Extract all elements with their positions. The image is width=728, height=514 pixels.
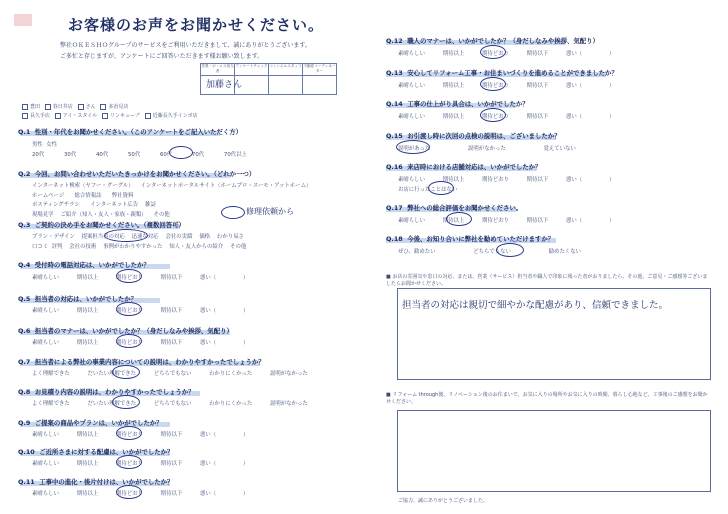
q18-options: ぜひ、勧めたい どちらでもない 勧めたくない	[398, 249, 582, 255]
stamp-header: 営業・ボ・エス担当者	[201, 64, 235, 76]
checkbox-icon[interactable]	[55, 113, 61, 119]
question-15: Q.15 お引渡し時に次回の点検の説明は、ございましたか？	[386, 132, 561, 140]
question-8: Q.8 お見積り内容の説明は、わかりやすかったでしょうか？	[18, 388, 195, 396]
corner-mark	[14, 14, 32, 26]
question-16: Q.16 来店時における店舗対応は、いかがでしたか？	[386, 163, 542, 171]
circled-answer	[112, 395, 140, 409]
stamp-header: アンケートチェック	[235, 64, 269, 76]
branch-label: 春日井店	[52, 104, 73, 110]
question-1: Q.1 性別・年代をお聞かせください。（このアンケートをご記入いただく方）	[18, 128, 243, 136]
checkbox-icon[interactable]	[45, 104, 51, 110]
branch-label: 豊田	[30, 104, 41, 110]
q4-options: 素晴らしい 期待以上 期待どおり 期待以下 悪い（ ）	[32, 275, 249, 281]
branch-label: 多治見店	[108, 104, 129, 110]
checkbox-icon[interactable]	[145, 113, 151, 119]
footer-thanks: ご協力、誠にありがとうございました。	[398, 498, 489, 504]
q15-options: 説明があった 説明がなかった 覚えていない	[398, 146, 576, 152]
stamp-cell	[303, 76, 337, 95]
comment2-box[interactable]	[397, 410, 711, 492]
page-title: お客様のお声をお聞かせください。	[68, 16, 325, 34]
q17-options: 素晴らしい 期待以上 期待どおり 期待以下 悪い（ ）	[398, 218, 615, 224]
checkbox-icon[interactable]	[78, 104, 84, 110]
branch-label: アイ・スタイル	[62, 113, 98, 119]
question-3: Q.3 ご契約の決め手をお聞かせください。（複数回答可）	[18, 221, 185, 229]
stamp-cell	[269, 76, 303, 95]
branch-row-2	[22, 112, 198, 119]
question-6: Q.6 担当者のマナーは、いかがでしたか？（身だしなみや挨拶、気配り）	[18, 327, 233, 335]
intro-line-1: 弊社ＯＫＥＳＨＯグループのサービスをご利用いただきまして、誠にありがとうございます。	[60, 42, 311, 49]
question-10: Q.10 ご近所さまに対する配慮は、いかがでしたか？	[18, 448, 174, 456]
circled-answer	[104, 229, 148, 242]
q1-options-gender: 男性 女性	[32, 142, 58, 148]
question-5: Q.5 担当者の対応は、いかがでしたか？	[18, 295, 138, 303]
q6-options: 素晴らしい 期待以上 期待どおり 期待以下 悪い（ ）	[32, 340, 249, 346]
circled-answer	[116, 485, 142, 499]
comment1-box[interactable]	[397, 288, 711, 380]
q14-options: 素晴らしい 期待以上 期待どおり 期待以下 悪い（ ）	[398, 114, 615, 120]
q9-options: 素晴らしい 期待以上 期待どおり 期待以下 悪い（ ）	[32, 432, 249, 438]
circled-answer	[116, 334, 142, 348]
intro-line-2: ご多忙と存じますが、アンケートにご回答いただきます様お願い致します。	[60, 53, 264, 60]
circled-answer	[480, 77, 506, 91]
branch-row-1	[22, 103, 128, 110]
comment2-label: ■ リフォーム through後、リノベーション後のお住まいで、お気に入りの場所やお気に入りの時間、暮らし心地など、工事後のご感想をお聞かせください。	[386, 392, 708, 405]
branch-label: 長久手店	[30, 113, 51, 119]
question-14: Q.14 工事の仕上がり具合は、いかがでしたか？	[386, 100, 529, 108]
checkbox-icon[interactable]	[22, 104, 28, 110]
q7-options: よく理解できた だいたい理解できた どちらでもない わかりにくかった 説明がなかった	[32, 371, 308, 377]
q11-options: 素晴らしい 期待以上 期待どおり 期待以下 悪い（ ）	[32, 491, 249, 497]
q2-options-row3: ポスティングチラシ インターネット広告 雑誌	[32, 202, 156, 208]
circled-answer	[480, 45, 506, 59]
circled-answer	[112, 365, 140, 379]
q12-options: 素晴らしい 期待以上 期待どおり 期待以下 悪い（ ）	[398, 51, 615, 57]
q10-options: 素晴らしい 期待以上 期待どおり 期待以下 悪い（ ）	[32, 461, 249, 467]
q3-options-row2: 口コミ 評判 会社の技術 事例がわかりやすかった 知人・友人からの紹介 その他	[32, 244, 247, 250]
question-12: Q.12 職人のマナーは、いかがでしたか？（身だしなみや挨拶、気配り）	[386, 37, 599, 45]
q16-options: 素晴らしい 期待以上 期待どおり 期待以下 悪い（ ）	[398, 177, 615, 183]
checkbox-icon[interactable]	[102, 113, 108, 119]
q13-options: 素晴らしい 期待以上 期待どおり 期待以下 悪い（ ）	[398, 83, 615, 89]
circled-answer	[169, 146, 193, 159]
circled-answer	[116, 302, 142, 316]
question-13: Q.13 安心してリフォーム工事・お住まいづくりを進めることができましたか？	[386, 69, 618, 77]
branch-label: リンキューブ	[110, 113, 140, 119]
question-4: Q.4 受付時の電話対応は、いかがでしたか？	[18, 261, 150, 269]
q16-option-never: お店に行ったことはない	[398, 187, 458, 193]
question-9: Q.9 ご提案の商品やプランは、いかがでしたか？	[18, 419, 163, 427]
circled-answer	[116, 426, 142, 440]
checkbox-icon[interactable]	[22, 113, 28, 119]
stamp-header: 不動産コーディネーター	[303, 64, 337, 76]
question-11: Q.11 工事中の進化・後片付けは、いかがでしたか？	[18, 478, 174, 486]
question-7: Q.7 担当者による弊社の事業内容についての説明は、わかりやすかったでしょうか？	[18, 358, 265, 366]
q2-other-handwritten: 修理依頼から	[246, 207, 294, 216]
question-2: Q.2 今回、お問い合わせいただいたきっかけをお聞かせください。（どれか一つ）	[18, 170, 256, 178]
circled-answer	[396, 140, 430, 154]
q2-options-row4: 現場見学 ご紹介（知人・友人・家族・親類） その他	[32, 212, 170, 218]
comment1-handwritten: 担当者の対応は親切で細やかな配慮があり、信頼できました。	[402, 300, 669, 311]
stamp-handwritten-name: 加藤さん	[206, 80, 243, 90]
circled-answer	[428, 181, 454, 195]
circled-answer	[496, 243, 524, 257]
circled-answer	[221, 206, 245, 219]
q2-options-row1: インターネット検索（ヤフー・グーグル） インターネットポータルサイト（ホームプロ・スーモ・アットホーム）	[32, 183, 312, 189]
comment1-label: ■ お店の雰囲気や窓口の対応、または、営業（サービス）担当者や職人で印象に残った者がおりましたら、その他、ご意見・ご感想等ございましたらお聞かせください。	[386, 274, 708, 287]
checkbox-icon[interactable]	[100, 104, 106, 110]
q1-options-age: 20代 30代 40代 50代 60代 70代 70代以上	[32, 152, 247, 158]
branch-label: さん	[85, 104, 96, 110]
circled-answer	[446, 212, 472, 226]
q2-options-row2: ホームページ 総合情報誌 弊社資料	[32, 193, 134, 199]
stamp-header: コンシエルスタッフ	[269, 64, 303, 76]
circled-answer	[480, 108, 506, 122]
circled-answer	[116, 455, 142, 469]
circled-answer	[116, 269, 142, 283]
q8-options: よく理解できた だいたい理解できた どちらでもない わかりにくかった 説明がなかった	[32, 401, 308, 407]
question-18: Q.18 今後、お知り合いに弊社を勧めていただけますか？	[386, 235, 555, 243]
q5-options: 素晴らしい 期待以上 期待どおり 期待以下 悪い（ ）	[32, 308, 249, 314]
question-17: Q.17 弊社への総合評価をお聞かせください。	[386, 204, 523, 212]
branch-label: 近藤長久手インボ店	[152, 113, 198, 119]
q3-options-row1: プラン・デザイン 提案担当者の対応 迅速な対応 会社の実績 価格 わかり易さ	[32, 234, 244, 240]
